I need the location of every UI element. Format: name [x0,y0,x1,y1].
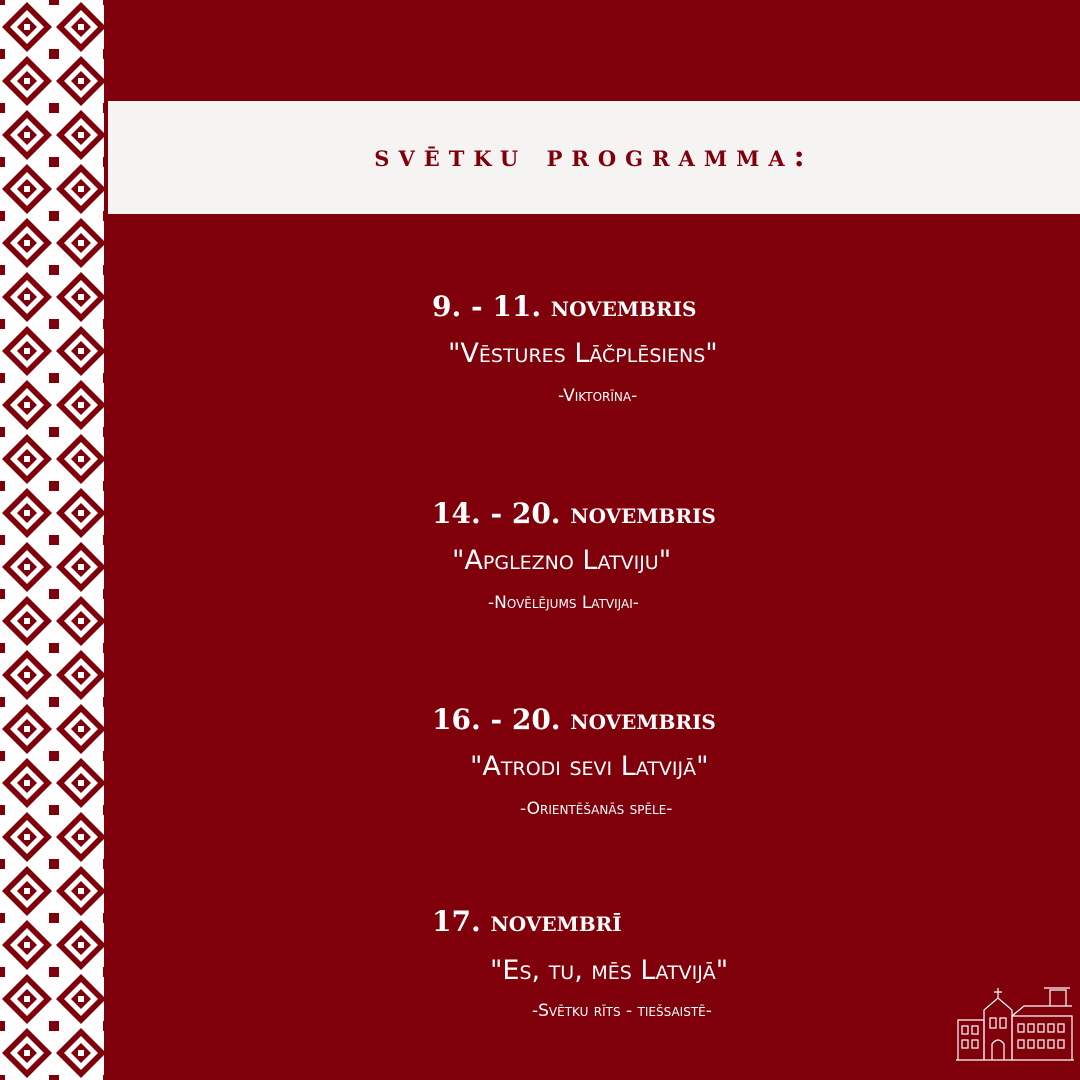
event-name: "Apglezno Latviju" [452,545,672,576]
title-banner [108,101,1080,214]
event-date: 9. - 11. novembris [432,290,697,323]
page-title: svētku programma: [374,139,814,174]
event-name: "Es, tu, mēs Latvijā" [490,955,729,986]
event-date: 14. - 20. novembris [432,497,716,530]
event-subtitle: -Orientēšanās spēle- [520,799,673,819]
event-name: "Vēstures Lāčplēsiens" [448,338,718,369]
event-date: 16. - 20. novembris [432,703,716,736]
event-subtitle: -Novēlējums Latvijai- [488,593,639,613]
ornament-border-pattern [0,0,108,1080]
school-building-icon [954,980,1076,1062]
event-name: "Atrodi sevi Latvijā" [470,751,709,782]
event-subtitle: -Svētku rīts - tiešsaistē- [532,1001,712,1021]
event-date: 17. novembrī [432,905,622,938]
event-subtitle: -Viktorīna- [558,386,638,406]
